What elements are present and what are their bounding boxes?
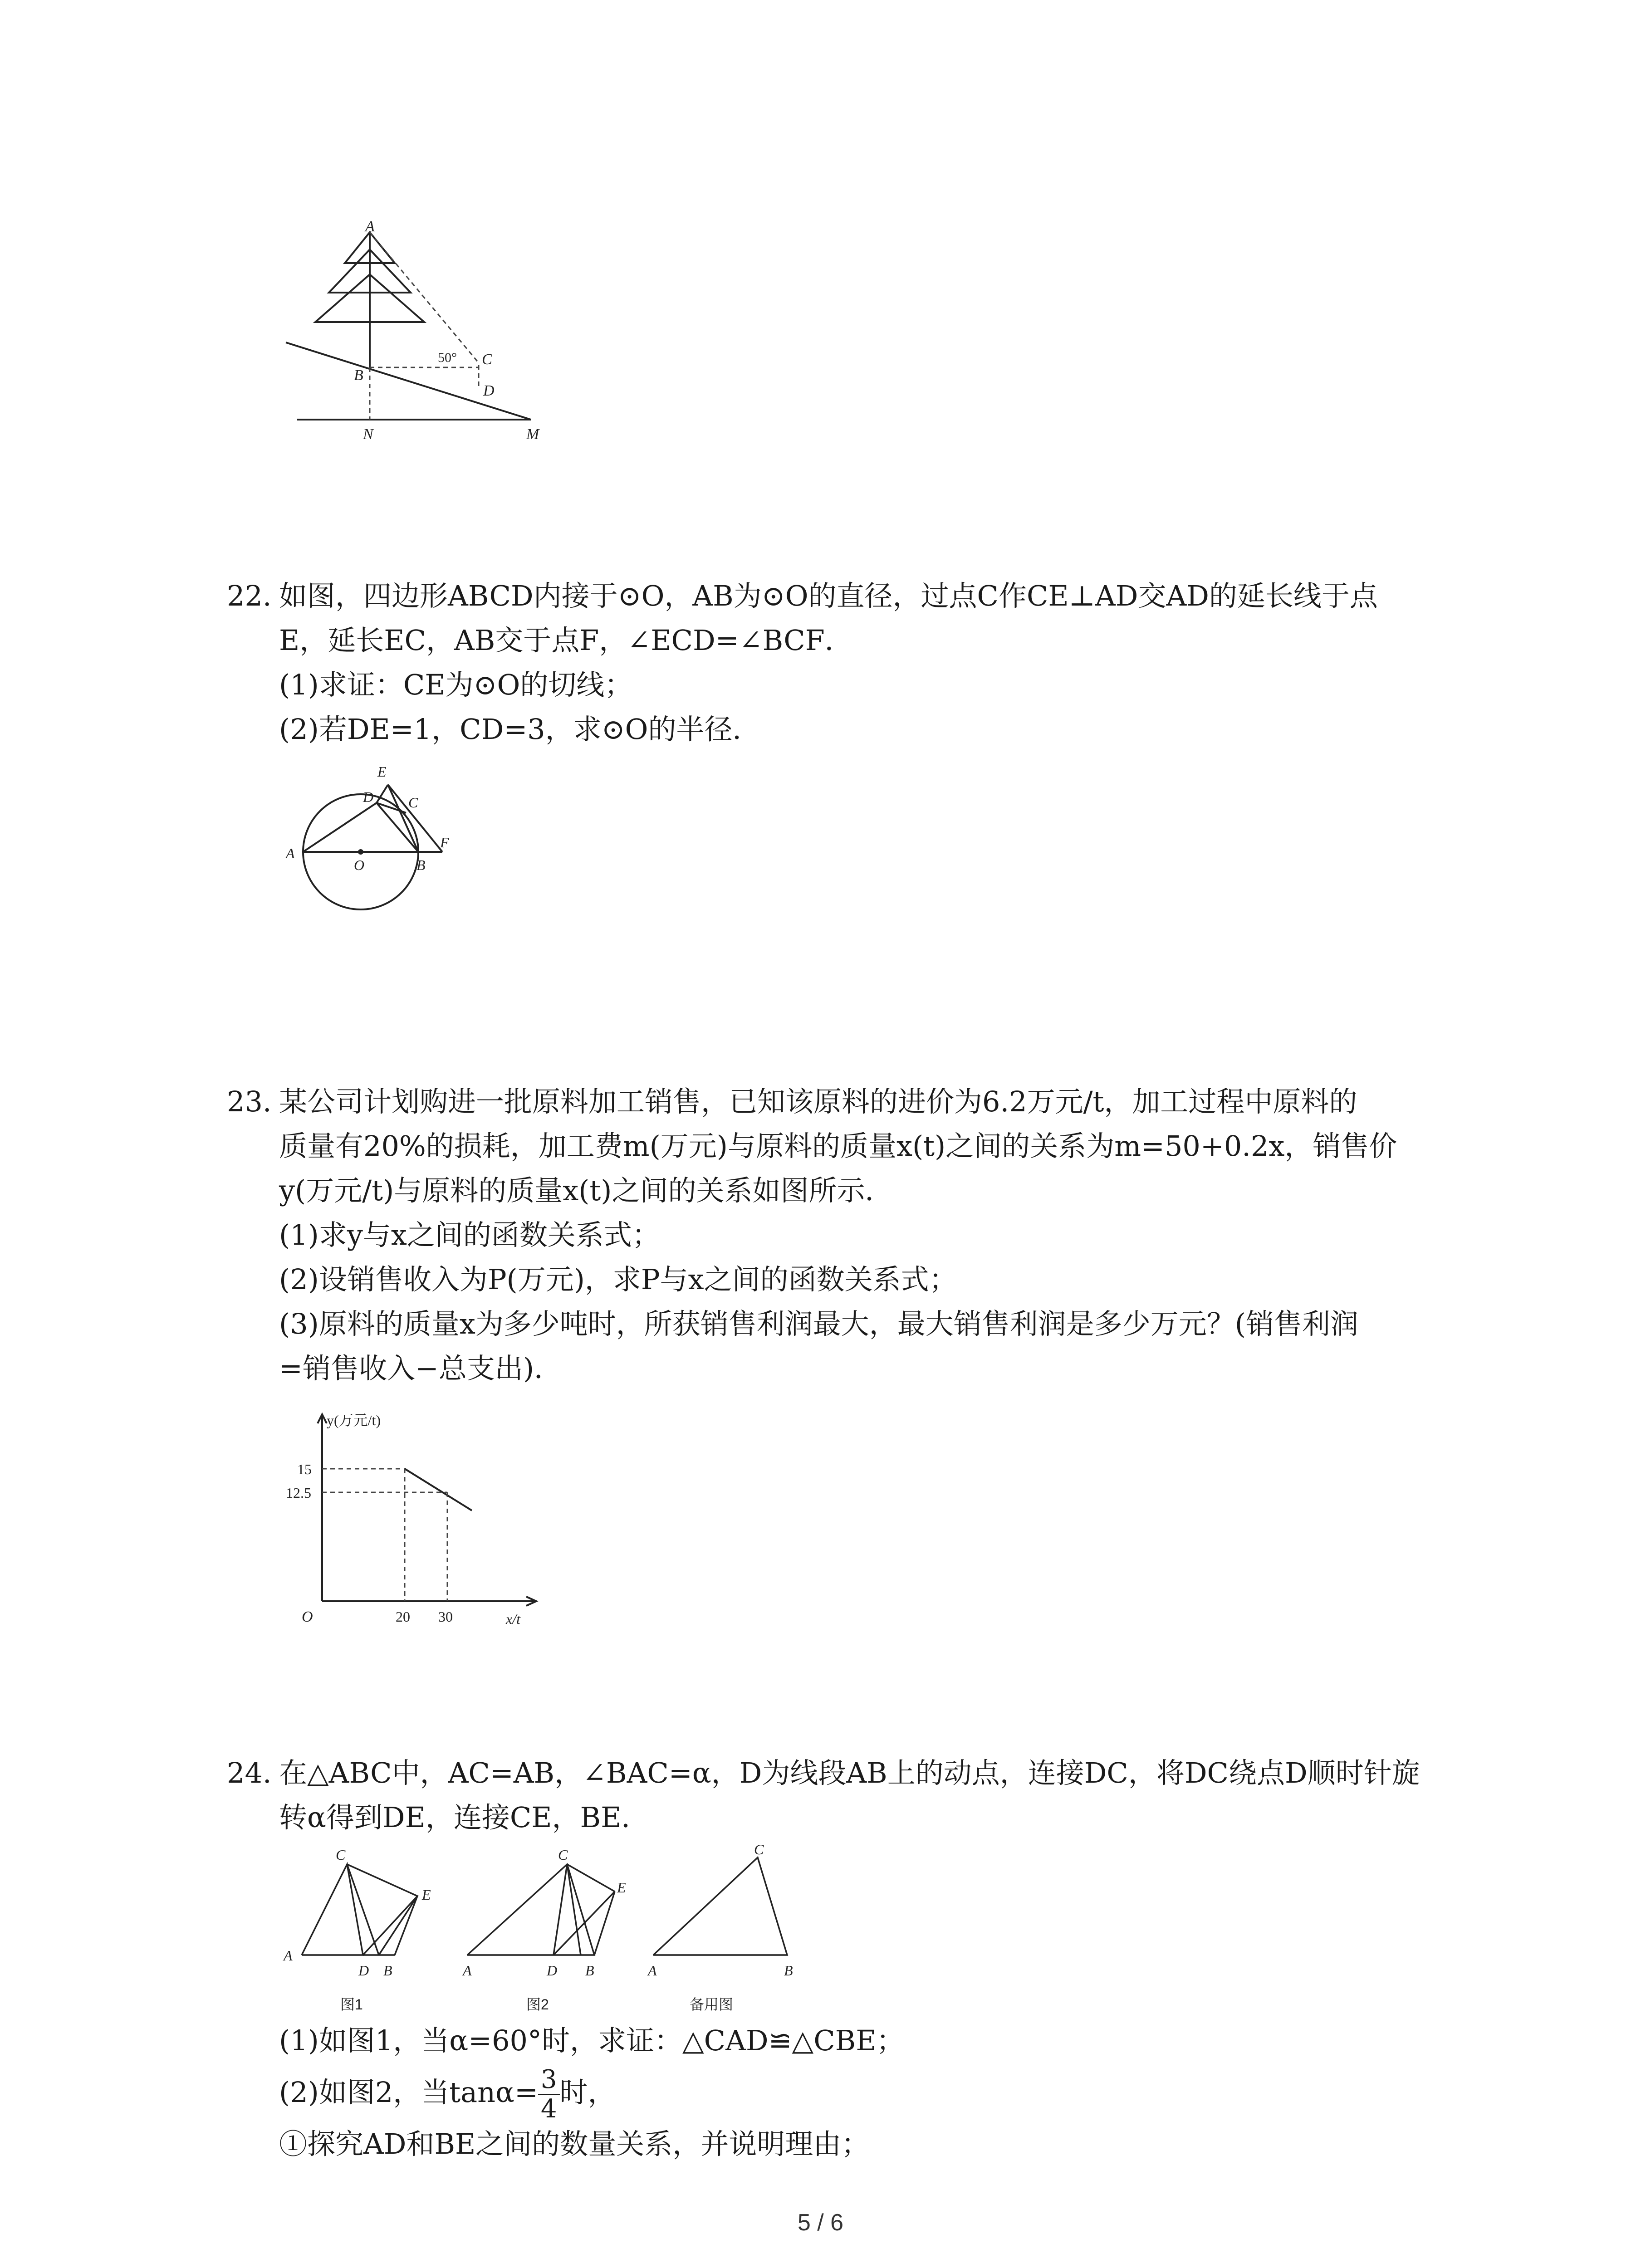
fig3-label-B: B [784, 1962, 793, 1979]
graph-ytick-15: 15 [297, 1461, 312, 1477]
tree-slope-figure [272, 218, 554, 454]
question-text-line: E，延长EC，AB交于点F，∠ECD=∠BCF． [279, 624, 853, 657]
question-text-line: =销售收入−总支出)． [279, 1352, 563, 1385]
tree-angle-label: 50° [438, 350, 457, 365]
fig2-label-C: C [558, 1847, 568, 1863]
graph-origin: O [302, 1608, 313, 1625]
sub2-suffix: 时， [559, 2076, 616, 2109]
question-number: 24. [227, 1756, 272, 1789]
fig1-label-C: C [336, 1847, 346, 1863]
question-number: 22. [227, 579, 272, 612]
tree-label-B: B [354, 367, 363, 384]
graph-xtick-30: 30 [438, 1608, 453, 1625]
question-text-line: 如图，四边形ABCD内接于⊙O，AB为⊙O的直径，过点C作CE⊥AD交AD的延长线于点 [279, 579, 1378, 612]
question-number: 23. [227, 1085, 272, 1118]
fig2-label-A: A [463, 1962, 472, 1979]
question-24-subs [227, 2019, 1461, 2166]
tree-label-N: N [363, 426, 373, 443]
fig1-label-A: A [284, 1947, 293, 1964]
sub-question-1: (1)求y与x之间的函数关系式； [279, 1218, 660, 1251]
circle-label-E: E [377, 763, 387, 780]
fraction-denominator: 4 [540, 2094, 557, 2124]
tree-label-M: M [526, 426, 539, 443]
circle-label-B: B [416, 857, 426, 873]
sub2-prefix: (2)如图2，当tanα= [279, 2076, 538, 2109]
sub-question-1: (1)求证：CE为⊙O的切线； [279, 668, 633, 701]
question-24 [227, 1751, 1461, 1840]
fig3-label-A: A [648, 1962, 657, 1979]
circle-label-D: D [363, 789, 374, 805]
circle-figure [272, 753, 472, 916]
question-text-line: 转α得到DE，连接CE，BE． [279, 1801, 650, 1834]
question-23 [227, 1080, 1461, 1391]
sub-question-2: (2)设销售收入为P(万元)，求P与x之间的函数关系式； [279, 1263, 957, 1296]
fig2-label-E: E [617, 1879, 626, 1896]
fraction-numerator: 3 [538, 2066, 560, 2095]
question-text-line: y(万元/t)与原料的质量x(t)之间的关系如图所示． [279, 1174, 893, 1207]
circle-label-O: O [354, 857, 365, 873]
page-number: 5 / 6 [797, 2209, 844, 2236]
fig1-label-E: E [422, 1887, 431, 1903]
question-text-line: 某公司计划购进一批原料加工销售，已知该原料的进价为6.2万元/t，加工过程中原料的 [279, 1085, 1357, 1118]
price-graph-figure [281, 1402, 563, 1628]
fig2-label-D: D [547, 1962, 558, 1979]
triangle-figures [272, 1842, 817, 2023]
fraction [538, 2066, 560, 2123]
fig1-label-D: D [358, 1962, 369, 1979]
fig1-label-B: B [383, 1962, 392, 1979]
tree-label-C: C [482, 351, 492, 368]
sub-question-3: (3)原料的质量x为多少吨时，所获销售利润最大，最大销售利润是多少万元？(销售利润 [279, 1307, 1358, 1340]
circle-label-C: C [408, 794, 418, 811]
graph-ylabel: y(万元/t) [327, 1412, 381, 1428]
sub-question-2-part-1: ①探究AD和BE之间的数量关系，并说明理由； [279, 2127, 870, 2160]
graph-xtick-20: 20 [396, 1608, 410, 1625]
fig3-label-C: C [754, 1842, 764, 1857]
tree-label-D: D [483, 382, 495, 399]
sub-question-1: (1)如图1，当α=60°时，求证：△CAD≌△CBE； [279, 2024, 905, 2057]
graph-ytick-12-5: 12.5 [286, 1485, 311, 1501]
fig3-caption: 备用图 [690, 1996, 734, 2013]
fig2-label-B: B [585, 1962, 594, 1979]
question-text-line: 质量有20%的损耗，加工费m(万元)与原料的质量x(t)之间的关系为m=50+0.2x，销售价 [279, 1129, 1397, 1163]
circle-label-A: A [286, 845, 295, 861]
question-text-line: 在△ABC中，AC=AB，∠BAC=α，D为线段AB上的动点，连接DC，将DC绕点D顺时针旋 [279, 1756, 1420, 1789]
fig1-caption: 图1 [340, 1996, 363, 2013]
sub-question-2: (2)若DE=1，CD=3，求⊙O的半径． [279, 713, 761, 746]
circle-label-F: F [440, 834, 449, 850]
question-22 [227, 574, 1461, 752]
graph-xlabel: x/t [506, 1611, 520, 1627]
fig2-caption: 图2 [526, 1996, 549, 2013]
sub-question-2 [227, 2063, 1461, 2122]
tree-label-A: A [365, 218, 375, 235]
